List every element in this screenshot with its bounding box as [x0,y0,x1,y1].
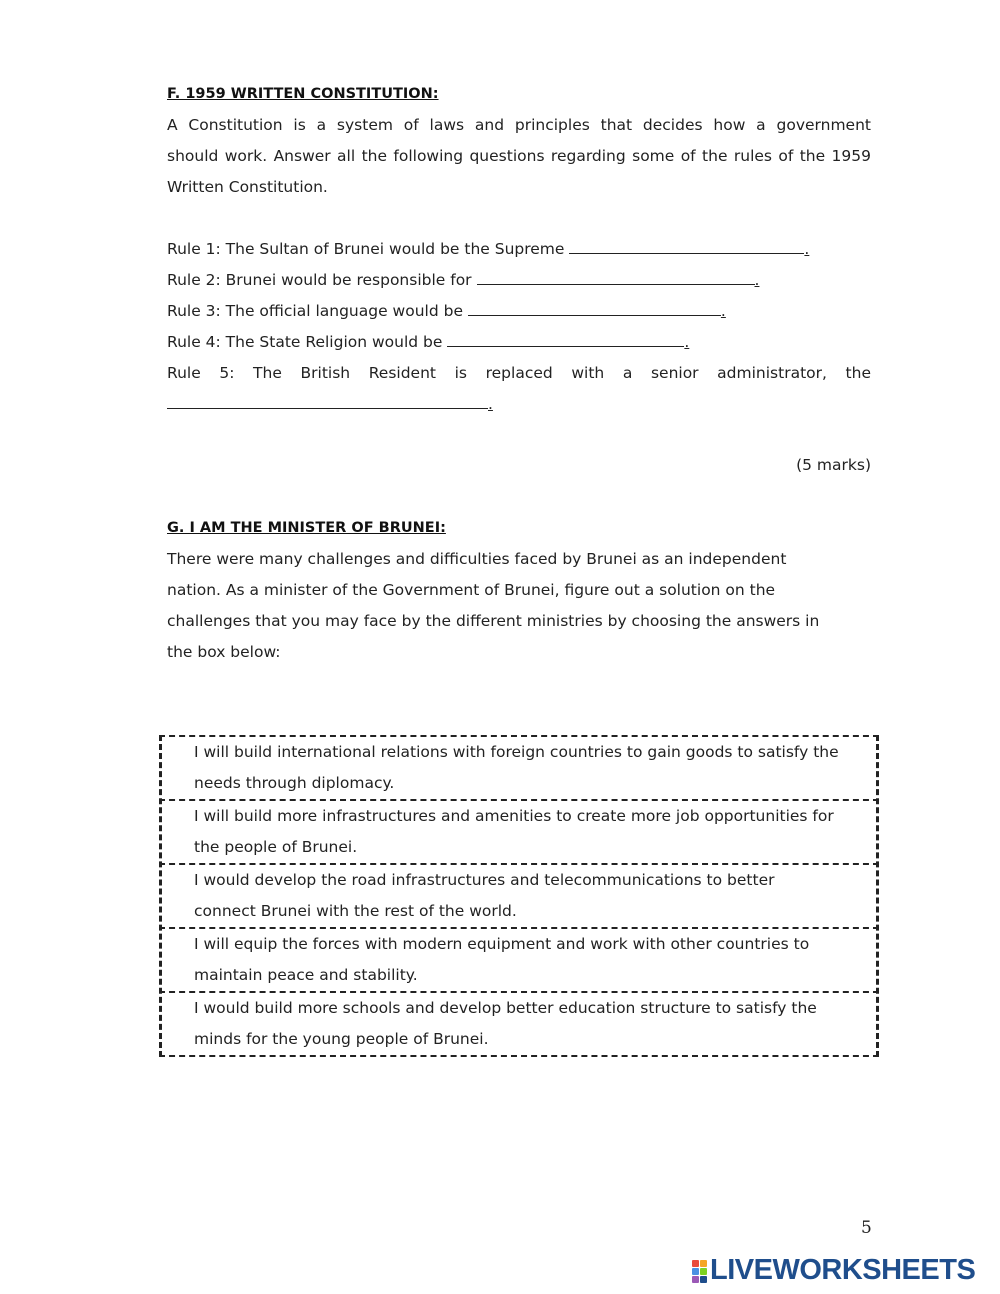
rule-1-answer-blank[interactable] [569,234,804,254]
rule-4-answer-blank[interactable] [447,327,684,347]
answer-option[interactable] [159,927,879,992]
answer-text: I will build international relations with foreign countries to gain goods to satisfy the [194,743,839,761]
intro-line: the box below: [167,643,281,661]
answer-text: I would build more schools and develop better education structure to satisfy the [194,999,817,1017]
rule-3-period: . [720,302,726,320]
rule-2-answer-blank[interactable] [477,265,755,285]
answer-box-bottom-border [159,1055,879,1057]
answer-text: maintain peace and stability. [194,966,418,984]
answer-option[interactable] [159,799,879,864]
liveworksheets-logo[interactable] [692,1255,975,1285]
intro-line: Written Constitution. [167,178,328,196]
intro-line: challenges that you may face by the different ministries by choosing the answers in [167,612,820,630]
rule-3-label: Rule 3: The official language would be [167,302,463,320]
answer-text: connect Brunei with the rest of the world. [194,902,517,920]
marks-label: (5 marks) [796,456,871,474]
rule-2-label: Rule 2: Brunei would be responsible for [167,271,472,289]
intro-line: should work. Answer all the following questions regarding some of the rules of the 1959 [167,147,871,165]
rule-5-answer-blank[interactable] [167,389,488,409]
rule-5-label: Rule 5: The British Resident is replaced with a senior administrator, the [167,364,871,382]
answer-text: I would develop the road infrastructures and telecommunications to better [194,871,775,889]
rule-4-label: Rule 4: The State Religion would be [167,333,443,351]
answer-text: minds for the young people of Brunei. [194,1030,489,1048]
rule-1-label: Rule 1: The Sultan of Brunei would be the Supreme [167,240,565,258]
answer-text: needs through diplomacy. [194,774,395,792]
rule-1 [167,234,809,265]
rule-5-period: . [488,395,493,413]
rule-3 [167,296,726,327]
answer-option[interactable] [159,863,879,928]
answer-text: I will equip the forces with modern equipment and work with other countries to [194,935,810,953]
answer-text: I will build more infrastructures and amenities to create more job opportunities for [194,807,834,825]
section-f-heading: F. 1959 WRITTEN CONSTITUTION: [167,86,439,102]
rule-5-answer-line [167,389,493,420]
intro-line: A Constitution is a system of laws and principles that decides how a government [167,116,871,134]
rule-2-period: . [754,271,760,289]
section-g-intro [167,544,871,668]
rule-1-period: . [804,240,810,258]
answer-option[interactable] [159,735,879,800]
intro-line: There were many challenges and difficulties faced by Brunei as an independent [167,550,787,568]
section-g-heading: G. I AM THE MINISTER OF BRUNEI: [167,520,446,536]
rule-3-answer-blank[interactable] [468,296,721,316]
answer-text: the people of Brunei. [194,838,358,856]
section-f-intro [167,110,871,203]
rule-4-period: . [684,333,690,351]
rule-4 [167,327,689,358]
liveworksheets-logo-icon [692,1258,708,1282]
rule-2 [167,265,759,296]
page-number: 5 [861,1218,872,1238]
intro-line: nation. As a minister of the Government of Brunei, figure out a solution on the [167,581,776,599]
answer-option[interactable] [159,991,879,1056]
logo-text: LIVEWORKSHEETS [710,1253,976,1286]
